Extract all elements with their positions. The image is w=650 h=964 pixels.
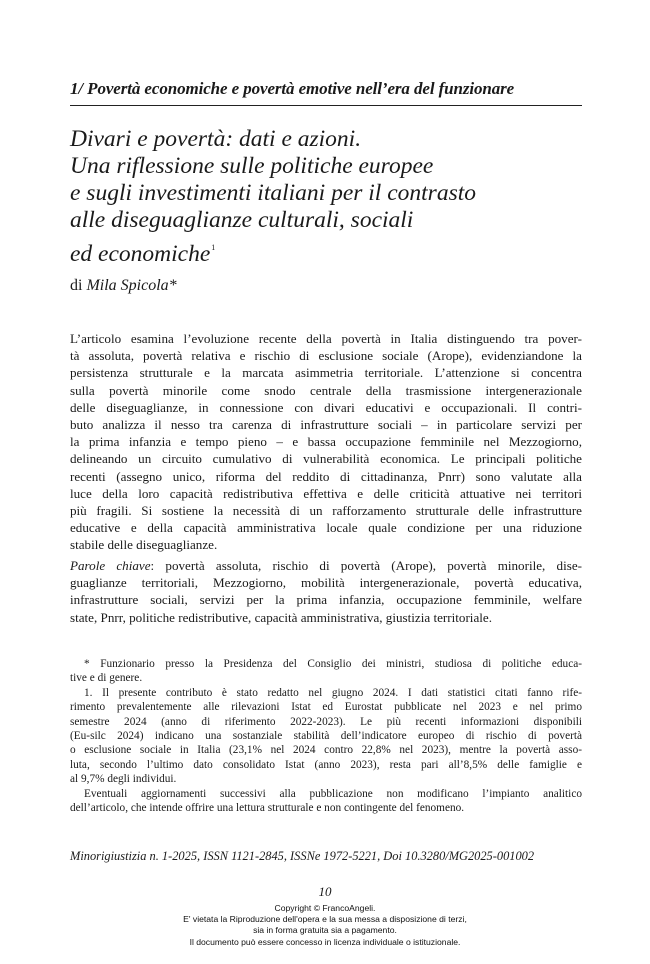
copyright-line: E' vietata la Riproduzione dell'opera e la sua messa a disposizione di terzi, xyxy=(183,914,467,925)
abstract-line: delle diseguaglianze, in connessione con divari educativi e occupazionali. Il contri- xyxy=(70,399,582,415)
abstract-line: delineando un circuito cumulativo di vulnerabilità economica. Le principali politiche xyxy=(70,451,582,467)
title-line: Divari e povertà: dati e azioni. xyxy=(70,126,362,152)
copyright-notice xyxy=(0,903,650,948)
footnotes xyxy=(70,657,582,815)
journal-citation: Minorigiustizia n. 1-2025, ISSN 1121-2845, ISSNe 1972-5221, Doi 10.3280/MG2025-001002 xyxy=(70,849,535,863)
title-line-text: ed economiche xyxy=(70,241,211,267)
title-line: e sugli investimenti italiani per il contrasto xyxy=(70,180,476,206)
footnote-author-line: * Funzionario presso la Presidenza del Consiglio dei ministri, studiosa di politiche educa- xyxy=(84,658,582,670)
byline-prefix: di xyxy=(70,277,83,294)
title-line-last xyxy=(70,234,590,268)
abstract-line: tà assoluta, povertà relativa e rischio di esclusione sociale (Arope), evidenziandone la xyxy=(70,348,582,364)
keywords-label: Parole chiave xyxy=(70,558,151,573)
abstract-line: buto analizza il nesso tra carenza di infrastrutture sociali – in particolare servizi per xyxy=(70,417,582,433)
article-title xyxy=(70,126,590,268)
abstract-line: persistenza strutturale e la marcata asimmetria territoriale. L’attenzione si concentra xyxy=(70,365,582,381)
abstract-line: sulla povertà minorile come snodo centrale della trasmissione intergenerazionale xyxy=(70,382,582,398)
title-line: alle diseguaglianze culturali, sociali xyxy=(70,207,414,233)
header-rule xyxy=(70,105,582,106)
byline xyxy=(70,276,177,296)
keywords-line: guaglianze territoriali, Mezzogiorno, mobilità intergenerazionale, povertà educativa, xyxy=(70,575,582,591)
footnote-1-line: luta, secondo l’ultimo dato consolidato Istat (anno 2023), resta pari all’8,5% delle famiglie e xyxy=(70,758,582,771)
title-line: Una riflessione sulle politiche europee xyxy=(70,153,434,179)
title-footnote-marker: 1 xyxy=(211,243,216,252)
footnote-1-line: o esclusione sociale in Italia (23,1% nel 2024 contro 22,8% nel 2023), mentre la povertà asso- xyxy=(70,744,582,757)
copyright-line: Il documento può essere concesso in licenza individuale o istituzionale. xyxy=(189,936,461,947)
abstract-line: L’articolo esamina l’evoluzione recente della povertà in Italia distinguendo tra pover- xyxy=(70,331,582,346)
footnote-1-line: al 9,7% degli individui. xyxy=(70,773,177,786)
abstract-line: più fragili. Si sostiene la necessità di un rafforzamento strutturale delle infrastrutture xyxy=(70,503,582,519)
abstract xyxy=(70,330,582,554)
keywords-line: state, Pnrr, politiche redistributive, capacità amministrativa, giustizia territoriale. xyxy=(70,609,492,625)
keywords-text: : povertà assoluta, rischio di povertà (Arope), povertà minorile, dise- xyxy=(150,558,582,573)
footnote-1-line: (Eu-silc 2024) indicano una sostanziale stabilità dell’indicatore europeo di rischio di povertà xyxy=(70,730,582,743)
footnote-1-line: rimento prevalentemente alle rilevazioni Istat ed Eurostat pubblicate nel 2023 e nel primo xyxy=(70,701,582,714)
keywords xyxy=(70,557,582,626)
page-number: 10 xyxy=(318,884,332,899)
copyright-line: sia in forma gratuita sia a pagamento. xyxy=(253,925,397,936)
footnote-author-line: tive e di genere. xyxy=(70,672,143,685)
abstract-line: luce della loro capacità redistributiva effettiva e delle criticità attuative nei territori xyxy=(70,485,582,501)
footnote-continuation-line: dell’articolo, che intende offrire una lettura strutturale e non contingente del fenomeno. xyxy=(70,802,465,815)
abstract-line: la prima infanzia e tempo pieno – e bassa occupazione femminile nel Mezzogiorno, xyxy=(70,434,582,450)
footnote-continuation-line: Eventuali aggiornamenti successivi alla pubblicazione non modificano l’impianto analitico xyxy=(84,787,582,800)
author-name: Mila Spicola* xyxy=(86,277,177,294)
copyright-line: Copyright © FrancoAngeli. xyxy=(274,903,376,913)
keywords-first-line xyxy=(70,557,582,574)
abstract-line: stabile delle diseguaglianze. xyxy=(70,537,218,553)
keywords-line: infrastrutture sociali, servizi per la prima infanzia, occupazione femminile, welfare xyxy=(70,592,582,608)
footnote-1-line: semestre 2024 (anno di riferimento 2022-2023). Le più recenti informazioni disponibili xyxy=(70,715,582,728)
section-header: 1/ Povertà economiche e povertà emotive nell’era del funzionare xyxy=(70,79,515,98)
abstract-line: educative e della capacità amministrativa locale quale condizione per una riduzione xyxy=(70,520,582,536)
footnote-1-line: 1. Il presente contributo è stato redatto nel giugno 2024. I dati statistici citati fanno rife- xyxy=(84,686,582,699)
abstract-line: recenti (assegno unico, riforma del reddito di cittadinanza, Pnrr) sono valutate alla xyxy=(70,468,582,484)
